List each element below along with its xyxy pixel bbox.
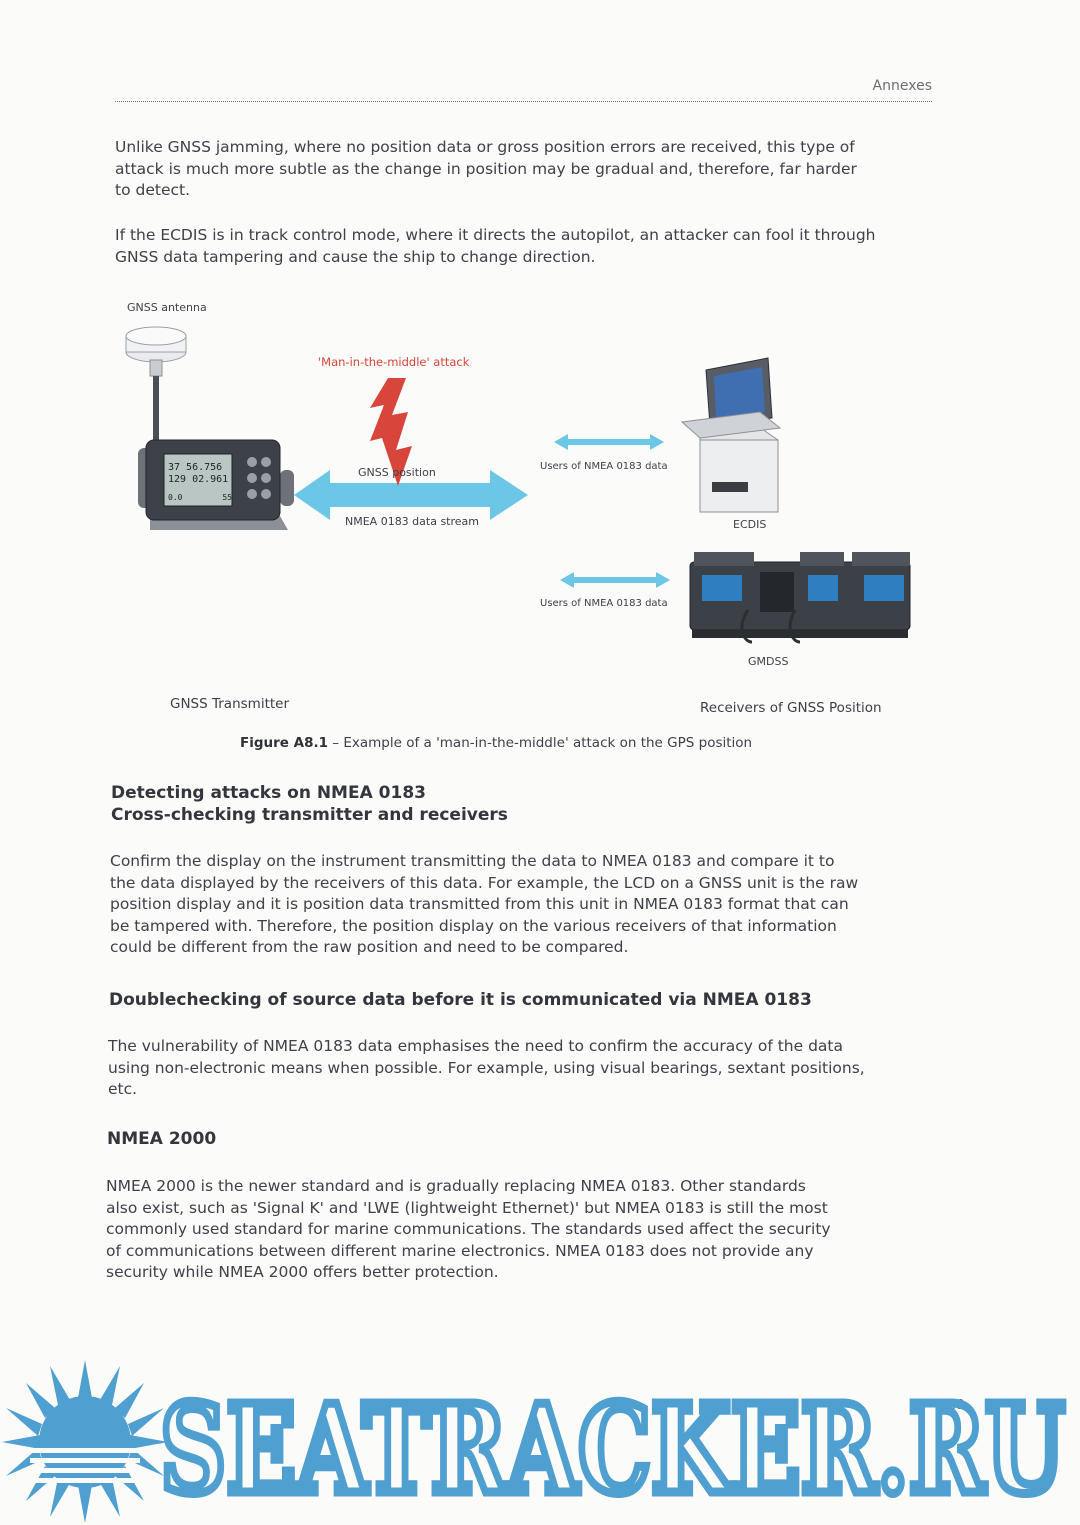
figure-illustration bbox=[0, 290, 1080, 730]
watermark-text: SEATRACKER.RU bbox=[160, 1386, 1065, 1506]
screen-speed: 0.0 bbox=[168, 493, 183, 502]
text-line: also exist, such as 'Signal K' and 'LWE (lightweight Ethernet)' but NMEA 0183 is still the most bbox=[106, 1198, 828, 1217]
gmdss-link-arrow bbox=[560, 572, 670, 588]
text-line: of communications between different marine electronics. NMEA 0183 does not provide any bbox=[106, 1241, 814, 1260]
text-line: security while NMEA 2000 offers better protection. bbox=[106, 1263, 499, 1281]
gnss-antenna-icon bbox=[126, 327, 186, 456]
label-attack: 'Man-in-the-middle' attack bbox=[318, 355, 470, 369]
text-line: The vulnerability of NMEA 0183 data emphasises the need to confirm the accuracy of the data bbox=[108, 1037, 843, 1055]
screen-longitude: 129 02.961 bbox=[168, 474, 229, 485]
page-number: 149 bbox=[940, 1398, 965, 1413]
label-nmea-stream: NMEA 0183 data stream bbox=[345, 515, 480, 528]
label-gnss-transmitter: GNSS Transmitter bbox=[170, 696, 290, 712]
figure-caption-text: – Example of a 'man-in-the-middle' attack on the GPS position bbox=[328, 735, 753, 751]
figure-caption-label: Figure A8.1 bbox=[240, 735, 329, 751]
text-line: the data displayed by the receivers of this data. For example, the LCD on a GNSS unit is the raw bbox=[110, 873, 859, 892]
section-heading-doublechecking: Doublechecking of source data before it is communicated via NMEA 0183 bbox=[109, 990, 812, 1010]
gmdss-console-icon bbox=[690, 552, 910, 642]
running-head: Annexes bbox=[872, 78, 932, 94]
text-line: be tampered with. Therefore, the position display on the various receivers of that information bbox=[110, 916, 837, 935]
section-heading-nmea-2000: NMEA 2000 bbox=[107, 1129, 217, 1149]
figure-a8-1 bbox=[0, 290, 1080, 730]
label-users-1: Users of NMEA 0183 data bbox=[540, 461, 668, 472]
label-gmdss: GMDSS bbox=[748, 655, 789, 668]
label-users-2: Users of NMEA 0183 data bbox=[540, 598, 668, 609]
sun-logo-icon bbox=[0, 1358, 170, 1525]
screen-course: 55 bbox=[222, 493, 232, 502]
figure-caption bbox=[240, 735, 880, 751]
text-line: NMEA 2000 is the newer standard and is gradually replacing NMEA 0183. Other standards bbox=[106, 1177, 806, 1195]
intro-paragraph-2 bbox=[115, 225, 945, 268]
text-line: attack is much more subtle as the change in position may be gradual and, therefore, far harder bbox=[115, 159, 857, 178]
watermark bbox=[160, 1386, 1080, 1506]
screen-status-row bbox=[168, 492, 232, 504]
text-line: Unlike GNSS jamming, where no position data or gross position errors are received, this type of bbox=[115, 138, 855, 156]
ecdis-console-icon bbox=[682, 358, 780, 512]
screen-latitude: 37 56.756 bbox=[168, 462, 223, 473]
section-paragraph-doublechecking bbox=[108, 1036, 938, 1101]
heading-line: Cross-checking transmitter and receivers bbox=[111, 805, 508, 825]
text-line: Confirm the display on the instrument transmitting the data to NMEA 0183 and compare it to bbox=[110, 852, 835, 870]
label-receivers: Receivers of GNSS Position bbox=[700, 700, 882, 716]
label-gnss-antenna: GNSS antenna bbox=[127, 301, 207, 314]
text-line: GNSS data tampering and cause the ship to change direction. bbox=[115, 247, 596, 266]
text-line: commonly used standard for marine communications. The standards used affect the security bbox=[106, 1220, 831, 1238]
intro-paragraph-1 bbox=[115, 137, 945, 202]
section-paragraph-cross-checking bbox=[110, 851, 940, 959]
label-ecdis: ECDIS bbox=[733, 518, 767, 531]
label-gnss-position: GNSS position bbox=[358, 466, 436, 479]
text-line: etc. bbox=[108, 1080, 138, 1098]
header-rule bbox=[115, 101, 932, 102]
section-paragraph-nmea-2000 bbox=[106, 1176, 936, 1284]
text-line: could be different from the raw position and need to be compared. bbox=[110, 938, 629, 956]
text-line: using non-electronic means when possible. For example, using visual bearings, sextant positions, bbox=[108, 1058, 865, 1077]
text-line: If the ECDIS is in track control mode, where it directs the autopilot, an attacker can fool it through bbox=[115, 226, 876, 244]
ecdis-link-arrow bbox=[554, 434, 664, 450]
text-line: position display and it is position data transmitted from this unit in NMEA 0183 format that can bbox=[110, 895, 849, 913]
section-heading-detecting bbox=[111, 782, 931, 826]
text-line: to detect. bbox=[115, 181, 191, 199]
gnss-screen bbox=[168, 462, 232, 504]
heading-line: Detecting attacks on NMEA 0183 bbox=[111, 783, 426, 803]
